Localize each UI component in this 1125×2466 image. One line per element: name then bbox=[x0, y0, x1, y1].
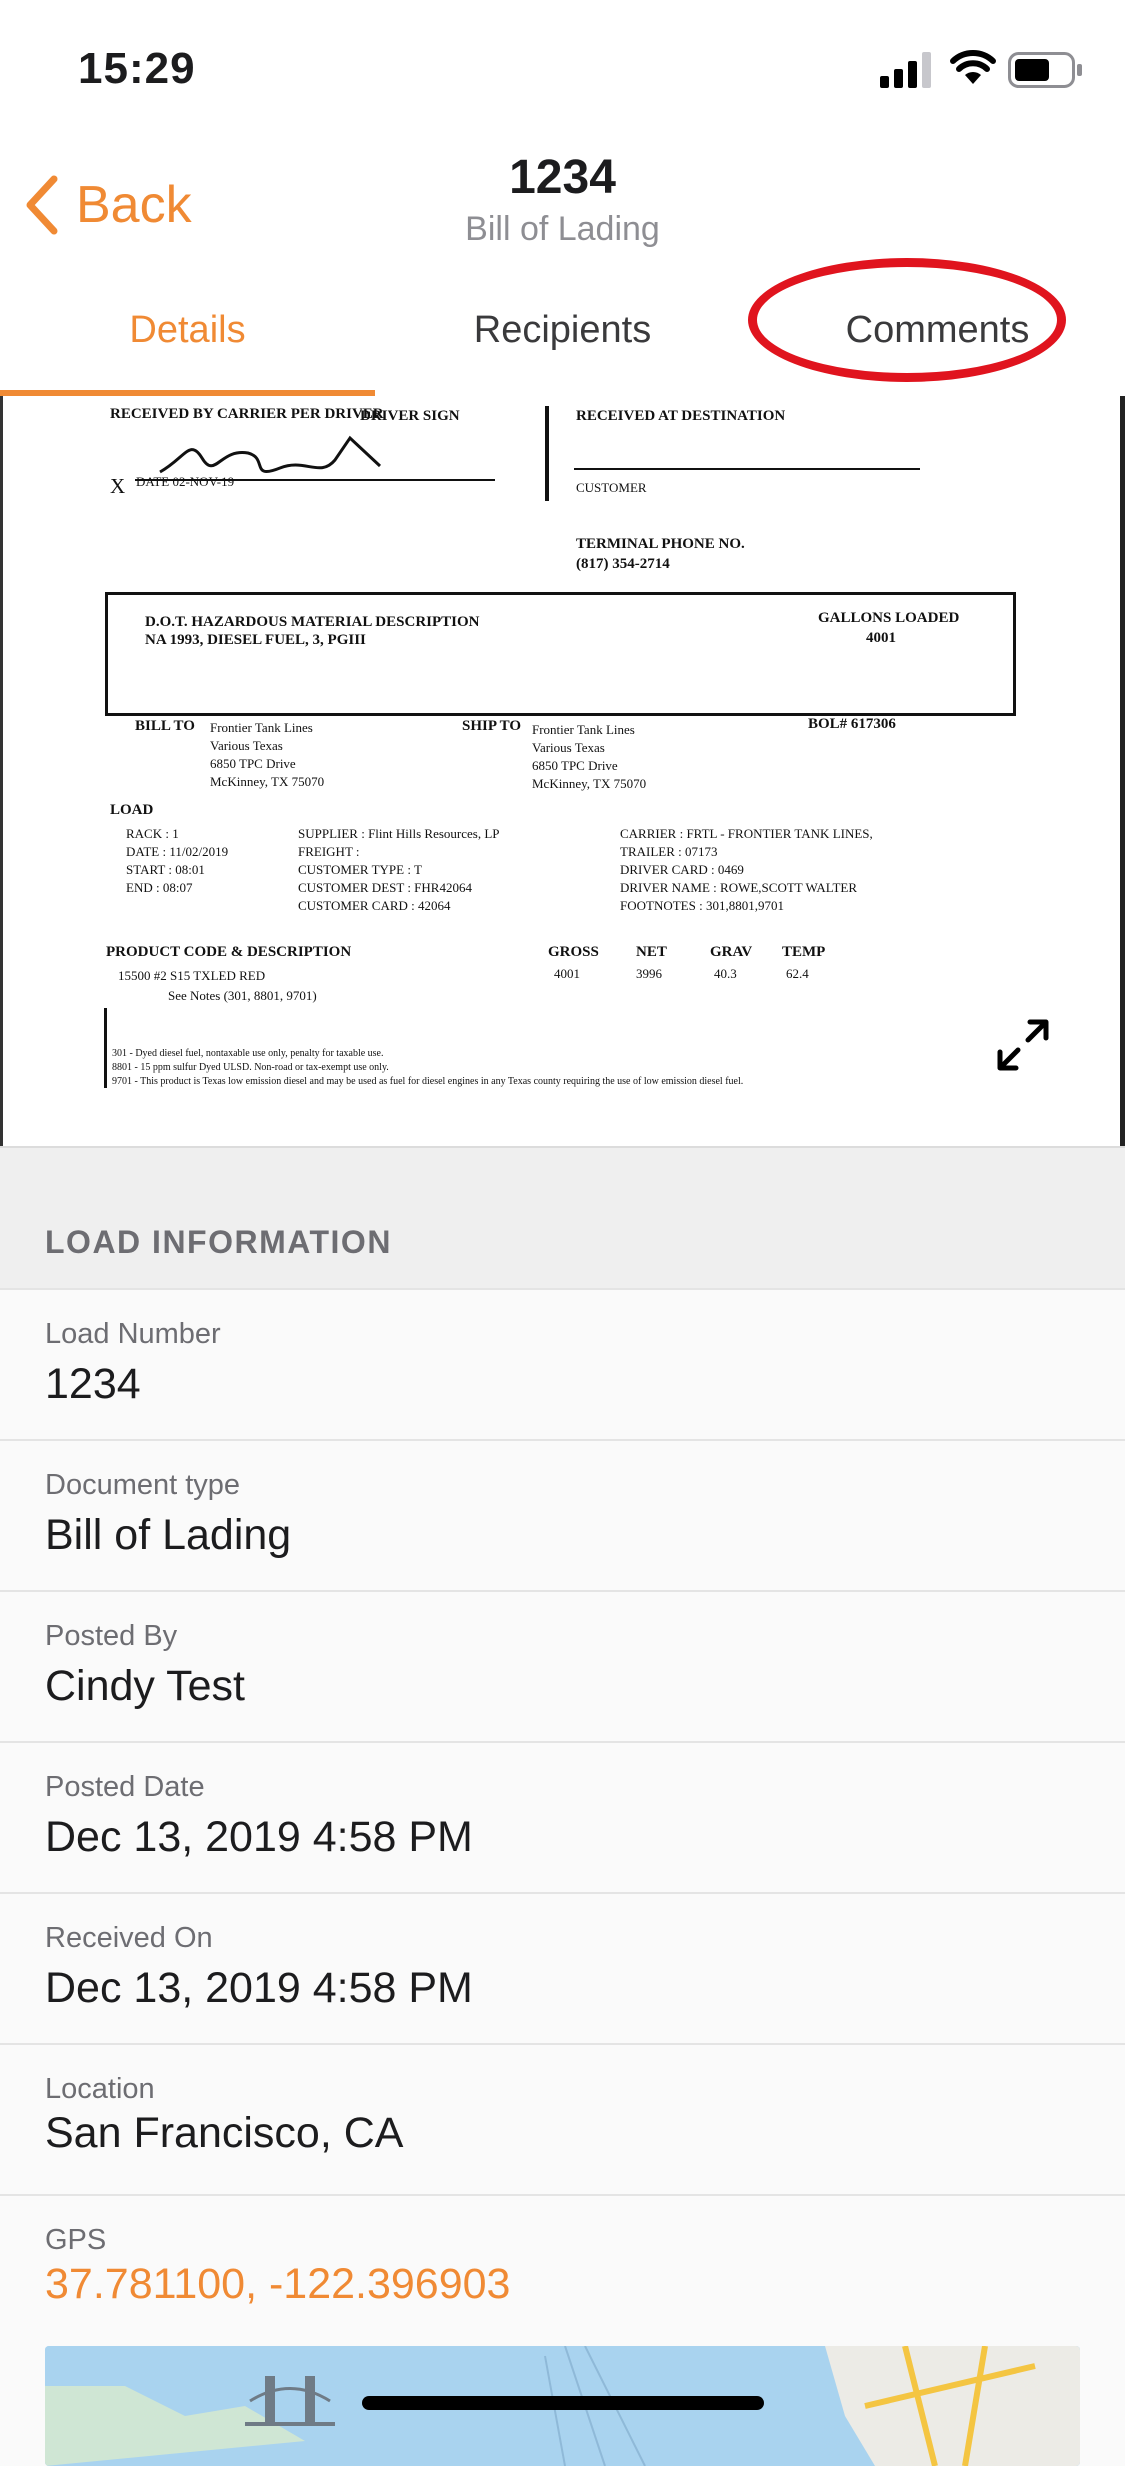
doc-carrier-3: DRIVER CARD : 0469 bbox=[620, 862, 744, 877]
page-subtitle: Bill of Lading bbox=[465, 210, 660, 248]
doc-bill-to: BILL TO bbox=[135, 718, 195, 734]
annotation-circle bbox=[748, 258, 1066, 382]
doc-col-grav: GRAV bbox=[710, 944, 753, 960]
doc-val-gross: 4001 bbox=[554, 966, 580, 981]
doc-carrier-2: TRAILER : 07173 bbox=[620, 844, 718, 859]
doc-ship-to-3: 6850 TPC Drive bbox=[532, 758, 618, 773]
field-label: Posted By bbox=[45, 1620, 178, 1652]
doc-footnote-bar bbox=[104, 1008, 107, 1088]
doc-line bbox=[574, 468, 920, 470]
tab-details[interactable]: Details bbox=[129, 309, 246, 351]
doc-val-temp: 62.4 bbox=[786, 966, 809, 981]
signal-icon bbox=[880, 52, 936, 88]
navigation-bar bbox=[0, 140, 1125, 260]
field-location bbox=[0, 2043, 1125, 2195]
doc-ship-to-2: Various Texas bbox=[532, 740, 605, 755]
field-label: Document type bbox=[45, 1469, 241, 1501]
battery-icon bbox=[1008, 52, 1084, 88]
document-preview[interactable]: RECEIVED BY CARRIER PER DRIVER DRIVER SIGN RECEIVED AT DESTINATION X DATE 02-NOV-19 CUSTOMER TERMINAL PHONE NO. (817) 354-2714 D.O.T. HAZARDOUS MATERIAL DESCRIPTION NA 1993, DIESEL FUEL, 3, PGIII GALLONS LOADED 4001 BILL TO Frontier Tank Lines Various Texas 6850 TPC Drive McKinney, TX 75070 SHIP TO Frontier Tank Lines Various Texas 6850 TPC Drive McKinney, TX 75070 BOL# 617306 LOAD RACK : 1 DATE : 11/02/2019 START : 08:01 END : 08:07 SUPPLIER : Flint Hills Resources, LP FREIGHT : CUSTOMER TYPE : T CUSTOMER DEST : FHR42064 CUSTOMER CARD : 42064 CARRIER : FRTL - FRONTIER TANK LINES, TRAILER : 07173 DRIVER CARD : 0469 DRIVER NAME : ROWE,SCOTT WALTER FOOTNOTES : 301,8801,9701 PRODUCT CODE & DESCRIPTION 15500 #2 S15 TXLED RED See Notes (301, 8801, 9701) GROSS NET GRAV TEMP 4001 3996 40.3 62.4 301 - Dyed diesel fuel, nontaxable use only, penalty for taxable use. 8801 - 15 ppm sulfur Dyed ULSD. Non-road or tax-exempt use only. 9701 - This product is Texas low emission diesel and may be used as fuel for diesel engines in any Texas county requiring the use of low emission diesel fuel. bbox=[0, 396, 1125, 1148]
doc-footnote-1: 301 - Dyed diesel fuel, nontaxable use only, penalty for taxable use. bbox=[112, 1048, 384, 1059]
doc-gallons: 4001 bbox=[866, 630, 896, 646]
doc-supplier-3: CUSTOMER TYPE : T bbox=[298, 862, 422, 877]
field-posted-date bbox=[0, 1741, 1125, 1893]
section-title: LOAD INFORMATION bbox=[45, 1224, 392, 1260]
doc-edge-left bbox=[0, 396, 3, 1146]
home-indicator[interactable] bbox=[362, 2396, 764, 2410]
field-label: Location bbox=[45, 2073, 155, 2105]
doc-load-1: RACK : 1 bbox=[126, 826, 179, 841]
section-header-bg bbox=[0, 1148, 1125, 1288]
doc-driver-sign: DRIVER SIGN bbox=[360, 408, 460, 424]
doc-terminal-phone: TERMINAL PHONE NO. bbox=[576, 536, 745, 552]
field-value: Bill of Lading bbox=[45, 1511, 292, 1559]
doc-val-grav: 40.3 bbox=[714, 966, 737, 981]
doc-carrier-5: FOOTNOTES : 301,8801,9701 bbox=[620, 898, 784, 913]
doc-hazmat-title: D.O.T. HAZARDOUS MATERIAL DESCRIPTION bbox=[145, 614, 480, 630]
doc-divider bbox=[545, 406, 549, 501]
field-value: 1234 bbox=[45, 1360, 141, 1408]
doc-gallons-label: GALLONS LOADED bbox=[818, 610, 960, 626]
field-received-on bbox=[0, 1892, 1125, 2044]
doc-customer: CUSTOMER bbox=[576, 480, 647, 495]
doc-date: DATE 02-NOV-19 bbox=[136, 474, 235, 489]
doc-product-line: 15500 #2 S15 TXLED RED bbox=[118, 968, 266, 983]
field-value: Cindy Test bbox=[45, 1662, 245, 1710]
doc-bol: BOL# 617306 bbox=[808, 716, 896, 732]
tab-comments[interactable]: Comments bbox=[845, 309, 1030, 351]
doc-ship-to: SHIP TO bbox=[462, 718, 522, 734]
doc-footnote-2: 8801 - 15 ppm sulfur Dyed ULSD. Non-road or tax-exempt use only. bbox=[112, 1062, 389, 1073]
wifi-icon bbox=[950, 50, 996, 86]
doc-bill-to-3: 6850 TPC Drive bbox=[210, 756, 296, 771]
status-time: 15:29 bbox=[78, 44, 196, 93]
field-document-type bbox=[0, 1439, 1125, 1591]
doc-supplier-1: SUPPLIER : Flint Hills Resources, LP bbox=[298, 826, 500, 841]
doc-supplier-4: CUSTOMER DEST : FHR42064 bbox=[298, 880, 472, 895]
doc-ship-to-4: McKinney, TX 75070 bbox=[532, 776, 647, 791]
gps-link[interactable]: 37.781100, -122.396903 bbox=[45, 2260, 511, 2308]
doc-product-notes: See Notes (301, 8801, 9701) bbox=[168, 988, 317, 1003]
doc-bill-to-4: McKinney, TX 75070 bbox=[210, 774, 325, 789]
doc-load-4: END : 08:07 bbox=[126, 880, 193, 895]
field-label: Load Number bbox=[45, 1318, 221, 1350]
doc-supplier-2: FREIGHT : bbox=[298, 844, 360, 859]
field-value: Dec 13, 2019 4:58 PM bbox=[45, 1813, 473, 1861]
field-posted-by bbox=[0, 1590, 1125, 1742]
field-label: Received On bbox=[45, 1922, 213, 1954]
doc-received-by: RECEIVED BY CARRIER PER DRIVER bbox=[110, 406, 384, 422]
tab-recipients[interactable]: Recipients bbox=[473, 309, 652, 351]
doc-carrier-4: DRIVER NAME : ROWE,SCOTT WALTER bbox=[620, 880, 858, 895]
doc-load: LOAD bbox=[110, 802, 154, 818]
expand-icon[interactable] bbox=[994, 1016, 1052, 1074]
field-load-number bbox=[0, 1288, 1125, 1440]
doc-col-net: NET bbox=[636, 944, 667, 960]
doc-hazmat-desc: NA 1993, DIESEL FUEL, 3, PGIII bbox=[145, 632, 366, 648]
doc-edge bbox=[1120, 396, 1125, 1146]
doc-bill-to-1: Frontier Tank Lines bbox=[210, 720, 313, 735]
status-bar bbox=[0, 0, 1125, 140]
doc-ship-to-1: Frontier Tank Lines bbox=[532, 722, 635, 737]
doc-phone: (817) 354-2714 bbox=[576, 556, 670, 572]
doc-val-net: 3996 bbox=[636, 966, 662, 981]
doc-col-gross: GROSS bbox=[548, 944, 599, 960]
field-value: Dec 13, 2019 4:58 PM bbox=[45, 1964, 473, 2012]
doc-supplier-5: CUSTOMER CARD : 42064 bbox=[298, 898, 451, 913]
field-value: San Francisco, CA bbox=[45, 2109, 404, 2157]
doc-bill-to-2: Various Texas bbox=[210, 738, 283, 753]
field-label: GPS bbox=[45, 2224, 107, 2256]
back-label: Back bbox=[76, 176, 192, 234]
doc-load-2: DATE : 11/02/2019 bbox=[126, 844, 229, 859]
doc-product-header: PRODUCT CODE & DESCRIPTION bbox=[106, 944, 352, 960]
doc-footnote-3: 9701 - This product is Texas low emission diesel and may be used as fuel for diesel engines in any Texas county requiring the use of low emission diesel fuel. bbox=[112, 1076, 744, 1087]
doc-carrier-1: CARRIER : FRTL - FRONTIER TANK LINES, bbox=[620, 826, 873, 841]
doc-load-3: START : 08:01 bbox=[126, 862, 205, 877]
page-title: 1234 bbox=[509, 151, 616, 204]
field-label: Posted Date bbox=[45, 1771, 205, 1803]
doc-received-at: RECEIVED AT DESTINATION bbox=[576, 408, 786, 424]
doc-col-temp: TEMP bbox=[782, 944, 826, 960]
